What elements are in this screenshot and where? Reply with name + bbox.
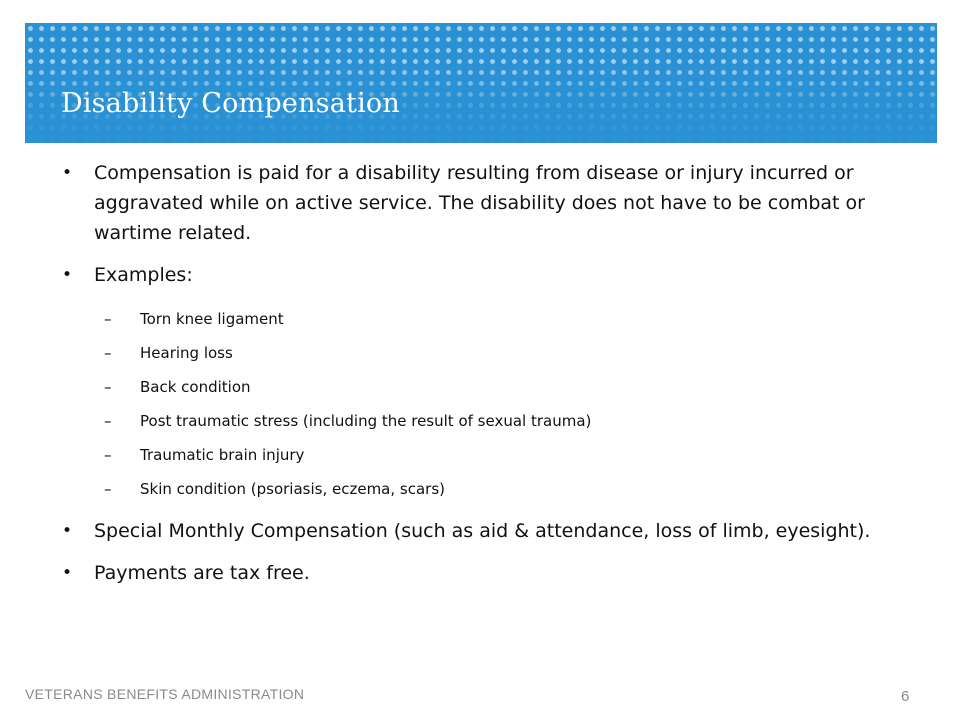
- header-banner: [25, 23, 937, 143]
- page-number: 6: [901, 688, 910, 705]
- page-title: Disability Compensation: [61, 88, 400, 119]
- bullet-examples: • Examples:: [62, 260, 882, 290]
- list-item: – Torn knee ligament: [62, 302, 882, 336]
- bullet-special-monthly: • Special Monthly Compensation (such as aid & attendance, loss of limb, eyesight).: [62, 516, 882, 546]
- footer-organization: VETERANS BENEFITS ADMINISTRATION: [25, 686, 305, 702]
- examples-list: [62, 302, 882, 506]
- bullet-tax-free: • Payments are tax free.: [62, 558, 882, 588]
- list-item: – Post traumatic stress (including the result of sexual trauma): [62, 404, 882, 438]
- content-area: [62, 158, 882, 600]
- list-item: – Skin condition (psoriasis, eczema, scars): [62, 472, 882, 506]
- list-item: – Traumatic brain injury: [62, 438, 882, 472]
- list-item: – Back condition: [62, 370, 882, 404]
- list-item: – Hearing loss: [62, 336, 882, 370]
- bullet-compensation: • Compensation is paid for a disability resulting from disease or injury incurred or aggravated while on active service. The disability does not have to be combat or wartime related.: [62, 158, 882, 248]
